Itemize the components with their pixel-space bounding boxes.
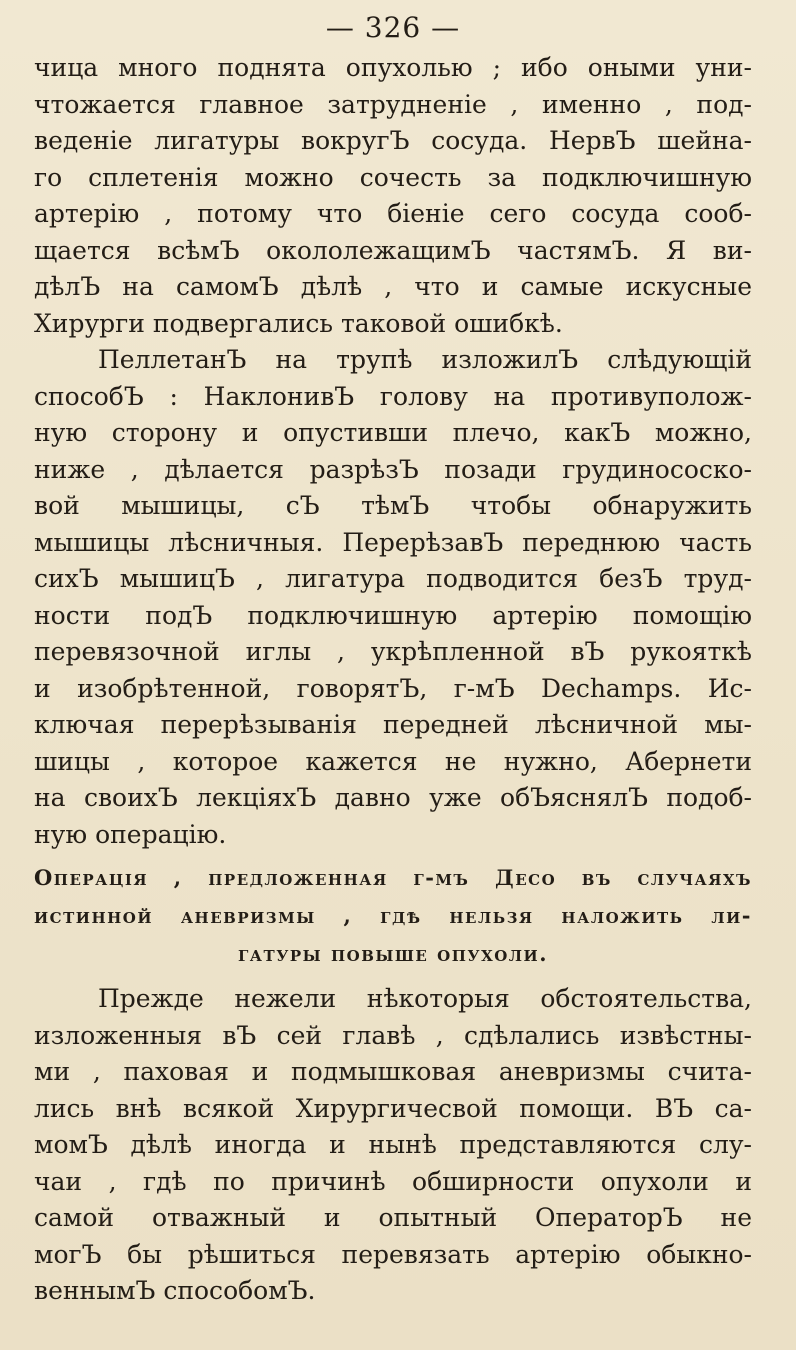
text-line: ную операцiю. [34,819,227,849]
paragraph-2 [34,342,752,853]
heading-line: гатуры повыше опухоли. [237,941,549,966]
text-line: чтожается главное затрудненiе , именно , под- [34,89,752,119]
text-line: самой отважный и опытный ОператорЪ не [34,1203,752,1232]
text-line: вой мышицы, сЪ тѣмЪ чтобы обнаружить [34,491,752,520]
text-line: ключая перерѣзыванiя передней лѣсничной мы- [34,710,752,739]
text-line: и изобрѣтенной, говорятЪ, г-мЪ Dechamps. Ис- [34,673,752,703]
heading-line: Операцiя , предложенная г-мъ Десо въ случаяхъ [34,865,752,890]
text-line: веннымЪ способомЪ. [34,1276,316,1305]
text-line: ниже , дѣлается разрѣзЪ позади грудинососко- [34,454,752,484]
page-number: — 326 — [325,11,461,44]
paragraph-3 [34,981,752,1310]
text-line: перевязочной иглы , укрѣпленной вЪ рукояткѣ [34,637,752,666]
text-line: дѣлЪ на самомЪ дѣлѣ , что и самые искусные [34,272,752,301]
text-line: мышицы лѣсничныя. ПерерѣзавЪ переднюю часть [34,527,752,557]
section-heading [34,859,752,973]
text-line: го сплетенiя можно сочесть за подключишную [34,162,752,192]
text-line: на своихЪ лекцiяхЪ давно уже обЪяснялЪ подоб- [34,783,752,812]
text-line: шицы , которое кажется не нужно, Абернети [34,746,752,776]
heading-line: истинной аневризмы , гдѣ нельзя наложить ли- [34,903,752,928]
text-line: чица много поднята опухолью ; ибо оными уни- [34,53,752,82]
text-line: способЪ : НаклонивЪ голову на противуполож- [34,381,752,411]
text-line: Прежде нежели нѣкоторыя обстоятельства, [98,984,752,1013]
text-line: веденiе лигатуры вокругЪ сосуда. НервЪ шейна- [34,126,752,155]
text-line: могЪ бы рѣшиться перевязать артерiю обыкно- [34,1239,752,1269]
text-line: ную сторону и опустивши плечо, какЪ можно, [34,418,752,447]
text-line: чаи , гдѣ по причинѣ обширности опухоли и [34,1166,752,1196]
text-line: ности подЪ подключишную артерiю помощiю [34,600,752,630]
text-line: щается всѣмЪ окололежащимЪ частямЪ. Я ви- [34,235,752,265]
text-line: лись внѣ всякой Хирургичесвой помощи. ВЪ са- [34,1093,752,1123]
text-line: артерiю , потому что бiенiе сего сосуда сооб- [34,199,752,228]
text-line: момЪ дѣлѣ иногда и нынѣ представляются слу- [34,1130,752,1159]
text-line: изложенныя вЪ сей главѣ , сдѣлались извѣстны- [34,1020,752,1050]
paragraph-1 [34,50,752,342]
text-line: ми , паховая и подмышковая аневризмы счита- [34,1057,752,1086]
text-line: Хирурги подвергались таковой ошибкѣ. [34,308,563,338]
text-line: сихЪ мышицЪ , лигатура подводится безЪ труд- [34,564,752,593]
text-line: ПеллетанЪ на трупѣ изложилЪ слѣдующiй [98,345,752,374]
